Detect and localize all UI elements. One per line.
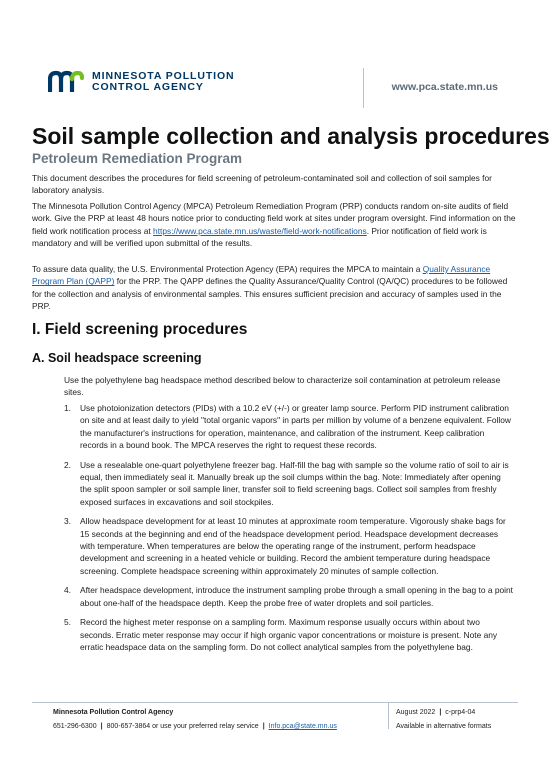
footer-tollfree: 800-657-3864 or use your preferred relay service	[106, 723, 259, 730]
page-title: Soil sample collection and analysis procedures	[32, 123, 550, 149]
list-item	[64, 402, 514, 452]
section-heading: I. Field screening procedures	[32, 321, 248, 338]
list-item-number: 4.	[64, 585, 71, 596]
footer-date-line	[396, 706, 491, 720]
site-url: www.pca.state.mn.us	[391, 81, 498, 93]
intro-paragraph	[32, 172, 518, 197]
procedure-list	[64, 402, 514, 653]
audit-paragraph	[32, 200, 518, 250]
mpca-logo-icon	[48, 70, 84, 94]
field-work-notification-link[interactable]: https://www.pca.state.mn.us/waste/field-work-notifications	[153, 225, 367, 236]
subsection-heading: A. Soil headspace screening	[32, 351, 202, 365]
qapp-text-start: To assure data quality, the U.S. Environmental Protection Agency (EPA) requires the MPCA to maintain a	[32, 264, 423, 274]
list-item	[64, 515, 514, 577]
qapp-link[interactable]: Quality Assurance Program Plan (QAPP)	[32, 264, 491, 287]
list-item	[64, 616, 514, 653]
footer-separator: |	[100, 723, 103, 730]
logo-line-2: CONTROL AGENCY	[92, 81, 204, 93]
qapp-paragraph	[32, 263, 518, 313]
list-item-text: Record the highest meter response on a sampling form. Maximum response usually occurs within about two seconds. Erratic meter response may occur if high organic vapor concentrations or moisture is present. Note any erratic headspace data on the sampling form. Do not collect analytical samples from the polyethylene bag.	[80, 617, 498, 652]
list-item-number: 5.	[64, 617, 71, 628]
footer-date: August 2022	[396, 709, 436, 716]
footer-phone: 651-296-6300	[53, 723, 97, 730]
intro-text: This document describes the procedures for field screening of petroleum-contaminated soil and collection of soil samples for laboratory analysis.	[32, 173, 492, 196]
footer-separator: |	[262, 723, 265, 730]
list-item-number: 1.	[64, 403, 71, 413]
header-divider	[363, 68, 364, 108]
audit-text-start: The Minnesota Pollution Control Agency (MPCA) Petroleum Remediation Program (PRP) conducts random on-site audits of field work. Give the PRP at least 48 hours notice prior to conducting field work at sites under program oversight. Find information on the field work notification process at	[32, 201, 516, 236]
footer-email-link[interactable]: Info.pca@state.mn.us	[268, 723, 337, 730]
page-subtitle: Petroleum Remediation Program	[32, 151, 243, 166]
footer-doc-id: c-prp4-04	[445, 709, 476, 716]
mpca-logo	[48, 70, 235, 94]
list-item-text: Use a resealable one-quart polyethylene freezer bag. Half-fill the bag with sample so the volume ratio of soil to air is equal, then immediately seal it. Manually break up the soil clumps within the bag. Note: Immediately after opening the split spoon sampler or soil sample liner, transfer soil to field screening bags. Collect soil samples from freshly exposed surfaces in excavations and soil stockpiles.	[80, 459, 509, 507]
footer-contact	[53, 706, 337, 734]
list-item-text: Allow headspace development for at least 10 minutes at approximate room temperature. Vigorously shake bags for 15 seconds at the beginning and end of the headspace development period. Headspace development decreases with temperature. When temperatures are below the operating range of the instrument, perform headspace development and screening in a heated vehicle or building. Record the ambient temperature during headspace screening. Complete headspace screening within approximately 20 minutes of sample collection.	[80, 516, 506, 576]
footer-vertical-divider	[388, 703, 389, 729]
footer-doc-info	[396, 706, 491, 734]
footer-contact-line	[53, 720, 337, 734]
list-item-text: Use photoionization detectors (PIDs) with a 10.2 eV (+/-) or greater lamp source. Perform PID instrument calibration on site and at least daily to yield "total organic vapors" in parts per million by volume of a benzene equivalent. Follow the manufacturer's instructions for operation, maintenance, and calibration of the instrument. Keep calibration records in a bound book. The MPCA reserves the right to request these records.	[80, 403, 511, 451]
audit-text-end: . Prior notification of field work is mandatory and will be verified upon submittal of the results.	[32, 225, 487, 249]
qapp-text-end: for the PRP. The QAPP defines the Quality Assurance/Quality Control (QA/QC) procedures to be followed for the collection and analysis of environmental samples. This ensures sufficient precision and accuracy of samples used in the PRP.	[32, 276, 508, 312]
list-item	[64, 459, 514, 509]
footer-divider	[32, 702, 518, 703]
list-item-number: 3.	[64, 516, 71, 527]
list-item-text: After headspace development, introduce the instrument sampling probe through a small opening in the bag to a point about one-half of the headspace depth. Keep the probe free of water droplets and soil particles.	[80, 585, 513, 608]
footer-org-name: Minnesota Pollution Control Agency	[53, 709, 174, 716]
list-item	[64, 584, 514, 609]
footer-formats: Available in alternative formats	[396, 723, 492, 730]
footer-separator: |	[439, 709, 442, 716]
subsection-intro: Use the polyethylene bag headspace method described below to characterize soil contamination at petroleum release sites.	[64, 375, 501, 398]
logo-line-1: MINNESOTA POLLUTION	[92, 70, 235, 82]
list-item-number: 2.	[64, 459, 71, 470]
